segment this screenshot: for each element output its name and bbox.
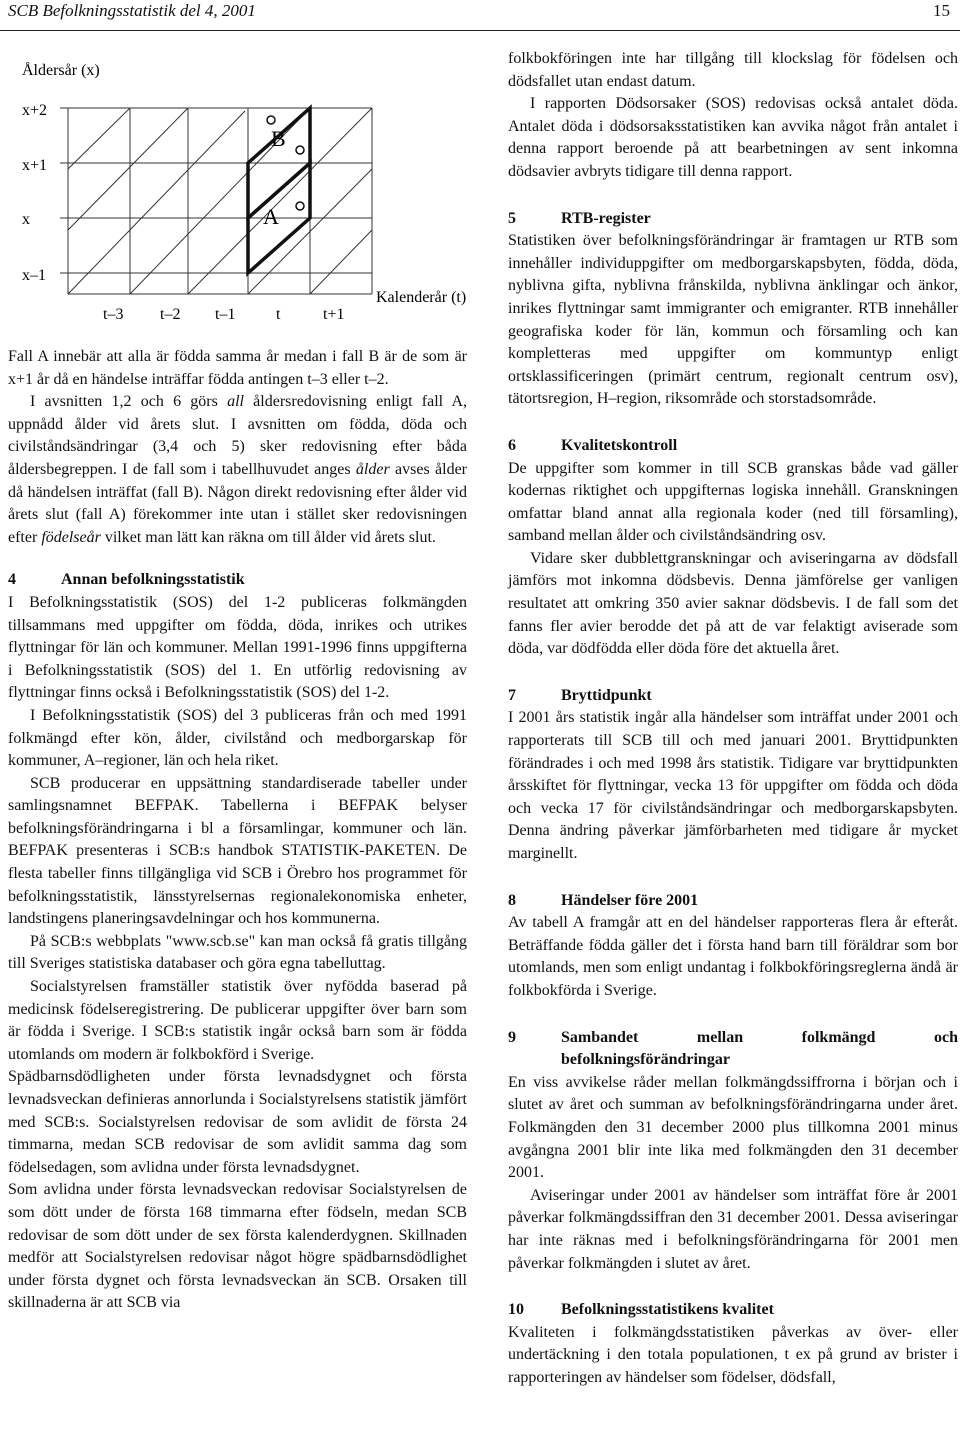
paragraph: Av tabell A framgår att en del händelser rapporteras flera år efteråt. Beträffande födda gäller det i första hand barn till föräldrar som bor utomlands, men som enligt undantag i folkbokföringsreglerna ändå är folkbokförda i Sverige. <box>508 914 958 999</box>
paragraph <box>8 391 467 549</box>
section-heading <box>508 208 958 231</box>
header-rule <box>0 30 960 31</box>
section-number: 9 <box>508 1028 516 1046</box>
section-heading <box>508 435 958 458</box>
section-heading <box>508 890 958 913</box>
text-run: vilket man lätt kan räkna om till ålder vid årets slut. <box>100 528 436 546</box>
section-title: Sambandet mellan folkmängd och befolkningsförändringar <box>561 1028 958 1069</box>
section-title: Annan befolkningsstatistik <box>61 571 245 589</box>
running-header-title: SCB Befolkningsstatistik del 4, 2001 <box>8 1 256 20</box>
paragraph: SCB producerar en uppsättning standardiserade tabeller under samlingsnamnet BEFPAK. Tabellerna i BEFPAK belyser befolkningsförändringarna i bl a församlingar, kommuner och län. BEFPAK presenteras i SCB:s handbok STATISTIK-PAKETEN. De flesta tabeller finns tillgängliga vid SCB i Örebro hos programmet för befolkningsstatistik, länsstyrelsernas regionalekonomiska enheter, landstingens planeringsavdelningar och hos kommunerna. <box>8 774 467 928</box>
text-run: I avsnitten 1,2 och 6 görs <box>30 393 228 411</box>
y-label: x+2 <box>22 102 48 119</box>
section-number: 10 <box>508 1301 524 1319</box>
section-title: Bryttidpunkt <box>561 686 652 704</box>
section-number: 7 <box>508 686 516 704</box>
y-label: x <box>22 211 30 228</box>
x-label: t–1 <box>215 306 236 323</box>
emphasis: födelseår <box>41 528 101 546</box>
section-number: 4 <box>8 571 16 589</box>
paragraph: I 2001 års statistik ingår alla händelser som inträffat under 2001 och rapporterats till SCB till och med januari 2001. Bryttidpunkten förändrades i och med 1998 års statistik. Tidigare var bryttidpunkten årsskiftet för flyttningar, vecka 13 för uppgifter om födda och döda och vecka 17 för civilståndsändringar och medborgarskapsbyten. Denna ändring påverkar jämförbarheten med tidigare år mycket marginellt. <box>508 709 958 862</box>
paragraph: En viss avvikelse råder mellan folkmängdssiffrorna i början och i slutet av året och summan av befolkningsförändringarna under året. Folkmängden den 31 december 2000 plus tillkomna 2001 minus avgångna 2001 blir inte lika med folkmängden den 31 december 2001. <box>508 1073 958 1182</box>
section-number: 5 <box>508 209 516 227</box>
paragraph: Som avlidna under första levnadsveckan redovisar Socialstyrelsen de som dött under de första 168 timmarna efter födseln, medan SCB redovisar de som dött under de sex första kalenderdygnen. Skillnaden medför att Socialstyrelsen redovisar något högre spädbarnsdödlighet under första dygnet och första levnadsveckan än SCB. Orsaken till skillnaderna är att SCB via <box>8 1181 467 1312</box>
section-number: 6 <box>508 436 516 454</box>
x-label: t–3 <box>103 306 124 323</box>
paragraph: I rapporten Dödsorsaker (SOS) redovisas också antalet döda. Antalet döda i dödsorsaksstatistiken kan avvika något från antalet i denna rapport beroende på att bearbetningen av sent inkomna dödsavier avbryts tidigare till denna rapport. <box>508 95 958 180</box>
y-ticks <box>60 108 68 273</box>
emphasis: all <box>227 393 244 411</box>
paragraph: Socialstyrelsen framställer statistik över nyfödda baserad på medicinsk födelseregistrering. De publicerar uppgifter över barn som är födda i Sverige. I SCB:s statistik ingår också barn som är födda utomlands om modern är folkbokförd i Sverige. <box>8 978 467 1063</box>
emphasis: ålder <box>355 460 390 478</box>
x-label: t <box>276 306 281 323</box>
section-heading <box>508 1027 958 1072</box>
text-run: åldersredovisning enligt fall A, uppnådd ålder vid årets slut. I avsnitten om födda, döda och civilståndsändringar (3,4 och 5) sker redovisning efter båda åldersbegreppen. I de fall som i tabellhuvudet anges <box>8 393 468 478</box>
section-heading <box>508 1299 958 1322</box>
section-heading <box>8 569 467 592</box>
section-title: Händelser före 2001 <box>561 891 699 909</box>
x-label: t+1 <box>323 306 345 323</box>
y-label: x–1 <box>22 267 46 284</box>
paragraph: Fall A innebär att alla är födda samma år medan i fall B är de som är x+1 år då en händelse inträffar födda antingen t–3 eller t–2. <box>8 348 467 388</box>
paragraph: De uppgifter som kommer in till SCB granskas både vad gäller kodernas riktighet och uppgifternas logiska innehåll. Granskningen omfattar bland annat alla regionala koder (ned till församling), samband mellan ålder och civilståndsändring osv. <box>508 459 958 545</box>
paragraph: På SCB:s webbplats "www.scb.se" kan man också få gratis tillgång till Sveriges statistiska databaser och göra egna tabelluttag. <box>8 932 467 973</box>
page-number: 15 <box>933 1 950 20</box>
x-axis-title: Kalenderår (t) <box>376 289 467 306</box>
right-column <box>508 48 958 1389</box>
text-run: avses ålder då händelsen inträffat (fall B). Någon direkt redovisning efter ålder vid årets slut (fall A) förekommer inte utan i stället sker redovisningen efter <box>8 460 467 546</box>
diagram-grid <box>68 108 372 294</box>
region-a-label: A <box>263 204 279 229</box>
paragraph: Vidare sker dubblettgranskningar och aviseringarna av dödsfall jämförs mot inkomna dödsbevis. Denna jämförelse ger vanligen resultatet att omkring 350 avier saknar dödsbevis. I de fall som det fanns fler avier berodde det på att de var felaktigt aviserade som döda, var dödfödda eller döda före det aktuella året. <box>508 549 958 658</box>
lexis-diagram <box>0 40 490 380</box>
left-column <box>8 346 467 1315</box>
paragraph: I Befolkningsstatistik (SOS) del 1-2 publiceras folkmängden tillsammans med uppgifter om födda, döda, inrikes och utrikes flyttningar för län och kommuner. Mellan 1991-1996 finns uppgifterna i Befolkningsstatistik (SOS) del 1. En utförlig redovisning av flyttningar finns också i Befolkningsstatistik (SOS) del 1-2. <box>8 593 467 702</box>
section-title: RTB-register <box>561 209 651 227</box>
y-label: x+1 <box>22 157 48 174</box>
paragraph: Kvaliteten i folkmängdsstatistiken påverkas av över- eller undertäckning i den totala populationen, t ex på grund av brister i rapporteringen av händelser som födelser, dödsfall, <box>508 1323 958 1386</box>
y-axis-title: Åldersår (x) <box>22 62 100 79</box>
section-title: Kvalitetskontroll <box>561 436 678 454</box>
event-marker <box>296 146 304 154</box>
section-number: 8 <box>508 891 516 909</box>
section-title: Befolkningsstatistikens kvalitet <box>561 1301 774 1319</box>
paragraph: I Befolkningsstatistik (SOS) del 3 publiceras från och med 1991 folkmängd efter kön, ålder, civilstånd och medborgarskap för kommuner, A–regioner, län och hela riket. <box>8 706 467 770</box>
region-b-label: B <box>271 126 286 151</box>
paragraph: Spädbarnsdödligheten under första levnadsdygnet och första levnadsveckan definieras annorlunda i Socialstyrelsens statistik jämfört med SCB:s. Socialstyrelsen redovisar de som avlidit de första 24 timmarna, medan SCB redovisar de som avlidit samma dag som födelsedagen, som avlidna under första levnadsdygnet. <box>8 1068 467 1176</box>
section-heading <box>508 685 958 708</box>
event-marker <box>296 202 304 210</box>
paragraph: Aviseringar under 2001 av händelser som inträffat före år 2001 påverkar folkmängdssiffran den 31 december 2001. Dessa aviseringar har inte räknas med i befolkningsförändringarna för 2001 men påverkar folkmängden i slutet av året. <box>508 1186 958 1272</box>
paragraph: folkbokföringen inte har tillgång till klockslag för födelsen och dödsfallet utan endast datum. <box>508 50 958 90</box>
x-label: t–2 <box>160 306 181 323</box>
event-marker <box>267 116 275 124</box>
paragraph: Statistiken över befolkningsförändringar är framtagen ur RTB som innehåller individuppgifter om medborgarskapsbyten, födda, döda, nyblivna gifta, nyblivna frånskilda, nyblivna änklingar och änkor, inrikes flyttningar samt immigranter och emigranter. RTB innehåller geografiska koder för län, kommun och församling och kan kompletteras med uppgifter om kommuntyp enligt ortsklassificeringen (primärt centrum, regionalt centrum osv), tätortsregion, H–region, riksområde och storstadsområde. <box>508 232 958 408</box>
